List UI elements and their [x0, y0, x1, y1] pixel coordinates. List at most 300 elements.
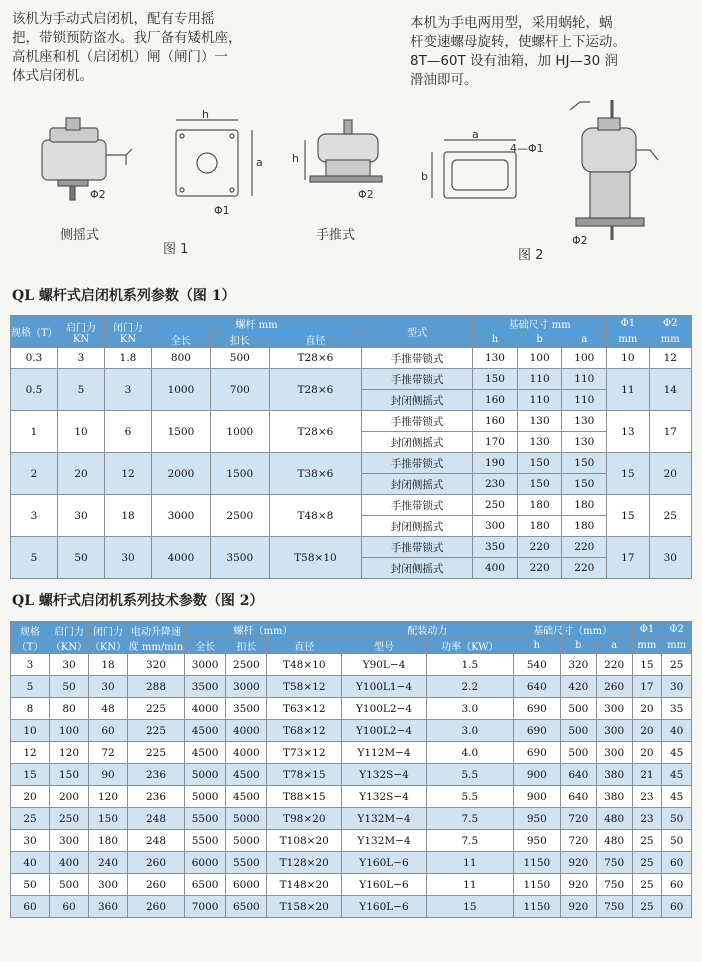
cell-type: 封闭侧摇式	[362, 390, 473, 411]
push-type-caption: 手推式	[316, 228, 356, 243]
cell-phi2: 25	[649, 495, 691, 537]
table2-title: QL 螺杆式启闭机系列技术参数（图 2）	[12, 593, 264, 609]
cell-phi2: 25	[662, 654, 692, 676]
table2	[10, 621, 692, 918]
cell-diameter: T48×8	[269, 495, 361, 537]
cell-speed: 225	[128, 720, 185, 742]
cell-thread-length: 4500	[226, 764, 267, 786]
t2-head-b: b	[560, 638, 596, 654]
cell-b: 420	[560, 676, 596, 698]
t1-head-dia: 直径	[269, 332, 361, 348]
cell-phi2: 60	[662, 874, 692, 896]
t1-head-total: 全长	[152, 332, 211, 348]
table-row	[11, 786, 692, 808]
table1	[10, 315, 692, 579]
dim-a-label-fig1: a	[256, 156, 263, 169]
cell-a: 300	[596, 698, 632, 720]
intro-right	[410, 14, 695, 90]
cell-type: 手推带锁式	[362, 411, 473, 432]
t1-head-open: 启门力 KN	[58, 316, 105, 348]
cell-power: 11	[426, 874, 513, 896]
cell-h: 690	[513, 698, 560, 720]
cell-diameter: T98×20	[267, 808, 342, 830]
cell-close-force: 3	[105, 369, 152, 411]
cell-phi2: 45	[662, 786, 692, 808]
cell-power: 5.5	[426, 786, 513, 808]
cell-thread-length: 4000	[226, 742, 267, 764]
cell-b: 150	[517, 453, 562, 474]
cell-phi1: 25	[632, 852, 662, 874]
cell-open-force: 10	[58, 411, 105, 453]
table-row	[11, 830, 692, 852]
cell-h: 690	[513, 720, 560, 742]
cell-thread-length: 4500	[226, 786, 267, 808]
cell-power: 7.5	[426, 830, 513, 852]
cell-diameter: T58×12	[267, 676, 342, 698]
cell-spec: 3	[11, 495, 58, 537]
cell-open-force: 5	[58, 369, 105, 411]
intro-line: 该机为手动式启闭机，配有专用摇	[12, 11, 215, 27]
cell-b: 920	[560, 852, 596, 874]
cell-close-force: 60	[89, 720, 128, 742]
cell-phi2: 20	[649, 453, 691, 495]
t1-head-b: b	[517, 332, 562, 348]
cell-speed: 225	[128, 698, 185, 720]
cell-phi2: 60	[662, 852, 692, 874]
t2-head-mm1: mm	[632, 638, 662, 654]
cell-open-force: 300	[50, 830, 89, 852]
cell-spec: 30	[11, 830, 50, 852]
table-row	[11, 654, 692, 676]
cell-diameter: T28×6	[269, 369, 361, 411]
t1-head-phi2: Φ2	[649, 316, 691, 332]
cell-b: 150	[517, 474, 562, 495]
cell-type: 封闭侧摇式	[362, 558, 473, 579]
t1-head-spec: 规格（T）	[11, 316, 58, 348]
cell-total-length: 4500	[185, 720, 226, 742]
t1-head-lift: 扣长	[210, 332, 269, 348]
cell-h: 1150	[513, 852, 560, 874]
cell-a: 220	[562, 558, 607, 579]
t1-head-phi1: Φ1	[607, 316, 649, 332]
cell-spec: 50	[11, 874, 50, 896]
cell-total-length: 6000	[185, 852, 226, 874]
cell-spec: 40	[11, 852, 50, 874]
cell-phi1: 10	[607, 348, 649, 369]
cell-thread-length: 3500	[210, 537, 269, 579]
cell-phi2: 45	[662, 764, 692, 786]
t2-head-lift: 扣长	[226, 638, 267, 654]
cell-motor-model: Y160L−6	[342, 896, 427, 918]
intro-line: 把，带锁预防盗水。我厂备有矮机座，	[12, 30, 242, 46]
cell-diameter: T78×15	[267, 764, 342, 786]
cell-b: 130	[517, 432, 562, 453]
cell-h: 900	[513, 786, 560, 808]
t2-head-a: a	[596, 638, 632, 654]
cell-close-force: 12	[105, 453, 152, 495]
cell-motor-model: Y132S−4	[342, 764, 427, 786]
cell-spec: 5	[11, 676, 50, 698]
cell-h: 250	[473, 495, 518, 516]
t2-head-open: 启门力（KN）	[50, 622, 89, 654]
cell-motor-model: Y112M−4	[342, 742, 427, 764]
cell-h: 640	[513, 676, 560, 698]
cell-phi2: 45	[662, 742, 692, 764]
cell-thread-length: 5000	[226, 808, 267, 830]
cell-type: 封闭侧摇式	[362, 432, 473, 453]
table-row	[11, 411, 692, 432]
cell-total-length: 3500	[185, 676, 226, 698]
t2-head-phi2: Φ2	[662, 622, 692, 638]
cell-h: 900	[513, 764, 560, 786]
cell-phi2: 40	[662, 720, 692, 742]
cell-motor-model: Y160L−6	[342, 852, 427, 874]
cell-h: 150	[473, 369, 518, 390]
cell-a: 300	[596, 720, 632, 742]
cell-type: 封闭侧摇式	[362, 474, 473, 495]
cell-phi2: 50	[662, 808, 692, 830]
cell-b: 180	[517, 495, 562, 516]
cell-total-length: 1000	[152, 369, 211, 411]
cell-power: 4.0	[426, 742, 513, 764]
cell-diameter: T68×12	[267, 720, 342, 742]
cell-thread-length: 3000	[226, 676, 267, 698]
cell-thread-length: 1500	[210, 453, 269, 495]
intro-line: 体式启闭机。	[12, 68, 93, 84]
cell-h: 350	[473, 537, 518, 558]
t1-head-mm2: mm	[649, 332, 691, 348]
cell-h: 160	[473, 390, 518, 411]
cell-speed: 236	[128, 764, 185, 786]
table-row	[11, 874, 692, 896]
cell-close-force: 1.8	[105, 348, 152, 369]
intro-line: 滑油即可。	[410, 72, 478, 88]
table-row	[11, 537, 692, 558]
dim-h-label-push: h	[292, 152, 299, 165]
fig1-caption: 图 1	[163, 242, 189, 257]
cell-b: 920	[560, 896, 596, 918]
cell-diameter: T128×20	[267, 852, 342, 874]
cell-thread-length: 5000	[226, 830, 267, 852]
cell-diameter: T28×6	[269, 348, 361, 369]
cell-phi2: 60	[662, 896, 692, 918]
cell-power: 3.0	[426, 698, 513, 720]
cell-phi2: 35	[662, 698, 692, 720]
cell-close-force: 6	[105, 411, 152, 453]
cell-thread-length: 3500	[226, 698, 267, 720]
cell-motor-model: Y132M−4	[342, 808, 427, 830]
cell-h: 190	[473, 453, 518, 474]
cell-open-force: 100	[50, 720, 89, 742]
cell-phi1: 25	[632, 874, 662, 896]
fig2-machine-drawing	[570, 100, 658, 240]
cell-speed: 260	[128, 896, 185, 918]
cell-a: 480	[596, 830, 632, 852]
cell-close-force: 150	[89, 808, 128, 830]
t2-head-spec: 规格（T）	[11, 622, 50, 654]
cell-phi2: 14	[649, 369, 691, 411]
cell-b: 640	[560, 764, 596, 786]
cell-h: 230	[473, 474, 518, 495]
cell-spec: 1	[11, 411, 58, 453]
cell-diameter: T63×12	[267, 698, 342, 720]
table-row	[11, 742, 692, 764]
cell-b: 500	[560, 698, 596, 720]
cell-speed: 248	[128, 808, 185, 830]
cell-h: 160	[473, 411, 518, 432]
figures-area	[0, 100, 702, 270]
cell-a: 150	[562, 453, 607, 474]
cell-diameter: T73×12	[267, 742, 342, 764]
fig1-plan-drawing	[176, 120, 252, 196]
cell-a: 750	[596, 852, 632, 874]
cell-power: 2.2	[426, 676, 513, 698]
phi1-label-fig1: Φ1	[214, 204, 230, 217]
cell-phi1: 23	[632, 786, 662, 808]
cell-open-force: 20	[58, 453, 105, 495]
dim-b-label-fig2: b	[421, 170, 428, 183]
cell-b: 320	[560, 654, 596, 676]
cell-total-length: 800	[152, 348, 211, 369]
cell-diameter: T48×10	[267, 654, 342, 676]
table1-body	[11, 348, 692, 579]
cell-power: 15	[426, 896, 513, 918]
cell-spec: 8	[11, 698, 50, 720]
cell-open-force: 60	[50, 896, 89, 918]
cell-b: 110	[517, 390, 562, 411]
cell-total-length: 6500	[185, 874, 226, 896]
cell-thread-length: 5500	[226, 852, 267, 874]
cell-b: 720	[560, 830, 596, 852]
intro-line: 高机座和机（启闭机）闸（闸门）一	[12, 49, 228, 65]
cell-total-length: 5000	[185, 764, 226, 786]
intro-line: 本机为手电两用型，采用蜗轮，蜗	[410, 15, 613, 31]
cell-phi2: 30	[662, 676, 692, 698]
cell-motor-model: Y132M−4	[342, 830, 427, 852]
table-row	[11, 896, 692, 918]
cell-total-length: 3000	[152, 495, 211, 537]
cell-phi2: 50	[662, 830, 692, 852]
t1-head-h: h	[473, 332, 518, 348]
cell-a: 220	[596, 654, 632, 676]
cell-total-length: 3000	[185, 654, 226, 676]
cell-type: 手推带锁式	[362, 369, 473, 390]
cell-power: 3.0	[426, 720, 513, 742]
cell-total-length: 2000	[152, 453, 211, 495]
cell-phi1: 23	[632, 808, 662, 830]
cell-phi1: 11	[607, 369, 649, 411]
push-type-drawing	[305, 120, 382, 182]
cell-a: 300	[596, 742, 632, 764]
cell-power: 1.5	[426, 654, 513, 676]
cell-a: 130	[562, 411, 607, 432]
cell-h: 130	[473, 348, 518, 369]
cell-open-force: 50	[58, 537, 105, 579]
cell-open-force: 120	[50, 742, 89, 764]
cell-total-length: 4000	[185, 698, 226, 720]
cell-thread-length: 6500	[226, 896, 267, 918]
cell-power: 11	[426, 852, 513, 874]
cell-type: 手推带锁式	[362, 537, 473, 558]
cell-speed: 260	[128, 852, 185, 874]
cell-h: 950	[513, 830, 560, 852]
cell-a: 750	[596, 874, 632, 896]
cell-b: 500	[560, 742, 596, 764]
cell-power: 5.5	[426, 764, 513, 786]
cell-open-force: 3	[58, 348, 105, 369]
cell-a: 150	[562, 474, 607, 495]
cell-phi1: 13	[607, 411, 649, 453]
cell-h: 300	[473, 516, 518, 537]
cell-a: 260	[596, 676, 632, 698]
t1-head-base: 基础尺寸 mm	[473, 316, 607, 332]
cell-speed: 236	[128, 786, 185, 808]
t2-head-motor: 配装动力	[342, 622, 514, 638]
cell-phi1: 25	[632, 896, 662, 918]
cell-b: 130	[517, 411, 562, 432]
t2-head-h: h	[513, 638, 560, 654]
cell-thread-length: 500	[210, 348, 269, 369]
cell-type: 手推带锁式	[362, 348, 473, 369]
cell-total-length: 4000	[152, 537, 211, 579]
cell-phi2: 12	[649, 348, 691, 369]
dim-h-label-fig1: h	[202, 108, 209, 121]
cell-total-length: 5500	[185, 808, 226, 830]
table-row	[11, 453, 692, 474]
cell-a: 480	[596, 808, 632, 830]
table-row	[11, 698, 692, 720]
cell-spec: 25	[11, 808, 50, 830]
intro-line: 杆变速螺母旋转，使螺杆上下运动。	[410, 34, 626, 50]
cell-close-force: 90	[89, 764, 128, 786]
t1-head-type: 型式	[362, 316, 473, 348]
cell-a: 220	[562, 537, 607, 558]
cell-close-force: 72	[89, 742, 128, 764]
cell-thread-length: 6000	[226, 874, 267, 896]
t1-head-mm1: mm	[607, 332, 649, 348]
cell-open-force: 30	[50, 654, 89, 676]
cell-type: 手推带锁式	[362, 495, 473, 516]
table1-title: QL 螺杆式启闭机系列参数（图 1）	[12, 288, 236, 304]
cell-a: 110	[562, 369, 607, 390]
cell-motor-model: Y100L1−4	[342, 676, 427, 698]
t2-head-phi1: Φ1	[632, 622, 662, 638]
cell-b: 180	[517, 516, 562, 537]
cell-a: 130	[562, 432, 607, 453]
cell-spec: 3	[11, 654, 50, 676]
cell-h: 950	[513, 808, 560, 830]
cell-spec: 10	[11, 720, 50, 742]
cell-b: 220	[517, 537, 562, 558]
cell-close-force: 360	[89, 896, 128, 918]
cell-spec: 2	[11, 453, 58, 495]
cell-diameter: T88×15	[267, 786, 342, 808]
cell-open-force: 150	[50, 764, 89, 786]
side-crank-drawing	[42, 118, 132, 200]
cell-spec: 15	[11, 764, 50, 786]
table-row	[11, 676, 692, 698]
cell-spec: 0.3	[11, 348, 58, 369]
t2-head-close: 闭门力（KN）	[89, 622, 128, 654]
cell-h: 1150	[513, 896, 560, 918]
phi2-label-side: Φ2	[90, 188, 106, 201]
table-row	[11, 369, 692, 390]
cell-thread-length: 2500	[210, 495, 269, 537]
intro-left	[12, 10, 287, 86]
cell-b: 100	[517, 348, 562, 369]
cell-close-force: 180	[89, 830, 128, 852]
t2-head-mm2: mm	[662, 638, 692, 654]
cell-phi1: 15	[632, 654, 662, 676]
cell-type: 手推带锁式	[362, 453, 473, 474]
cell-close-force: 30	[105, 537, 152, 579]
cell-spec: 12	[11, 742, 50, 764]
cell-close-force: 240	[89, 852, 128, 874]
cell-type: 封闭侧摇式	[362, 516, 473, 537]
cell-open-force: 500	[50, 874, 89, 896]
cell-diameter: T148×20	[267, 874, 342, 896]
cell-b: 110	[517, 369, 562, 390]
fig2-caption: 图 2	[518, 248, 544, 263]
table-row	[11, 808, 692, 830]
cell-motor-model: Y132S−4	[342, 786, 427, 808]
cell-motor-model: Y100L2−4	[342, 720, 427, 742]
t2-head-dia: 直径	[267, 638, 342, 654]
table-row	[11, 720, 692, 742]
cell-h: 690	[513, 742, 560, 764]
cell-spec: 20	[11, 786, 50, 808]
cell-a: 180	[562, 495, 607, 516]
cell-thread-length: 1000	[210, 411, 269, 453]
phi2-label-fig2: Φ2	[572, 234, 588, 247]
cell-total-length: 5500	[185, 830, 226, 852]
cell-close-force: 120	[89, 786, 128, 808]
cell-speed: 248	[128, 830, 185, 852]
cell-phi2: 30	[649, 537, 691, 579]
cell-diameter: T158×20	[267, 896, 342, 918]
t2-head-base: 基础尺寸（mm）	[513, 622, 632, 638]
t2-head-model: 型号	[342, 638, 427, 654]
cell-phi1: 20	[632, 742, 662, 764]
cell-diameter: T108×20	[267, 830, 342, 852]
t1-head-close: 闭门力 KN	[105, 316, 152, 348]
table-row	[11, 764, 692, 786]
table-row	[11, 495, 692, 516]
cell-motor-model: Y100L2−4	[342, 698, 427, 720]
t2-head-total: 全长	[185, 638, 226, 654]
table-row	[11, 348, 692, 369]
cell-phi1: 17	[632, 676, 662, 698]
cell-phi1: 25	[632, 830, 662, 852]
cell-speed: 225	[128, 742, 185, 764]
cell-open-force: 400	[50, 852, 89, 874]
phi2-label-push: Φ2	[358, 188, 374, 201]
cell-spec: 5	[11, 537, 58, 579]
cell-h: 540	[513, 654, 560, 676]
cell-total-length: 4500	[185, 742, 226, 764]
cell-open-force: 250	[50, 808, 89, 830]
cell-b: 220	[517, 558, 562, 579]
cell-h: 170	[473, 432, 518, 453]
cell-open-force: 80	[50, 698, 89, 720]
t1-head-a: a	[562, 332, 607, 348]
cell-a: 180	[562, 516, 607, 537]
cell-b: 720	[560, 808, 596, 830]
cell-phi1: 15	[607, 453, 649, 495]
table-row	[11, 852, 692, 874]
cell-h: 1150	[513, 874, 560, 896]
cell-a: 750	[596, 896, 632, 918]
